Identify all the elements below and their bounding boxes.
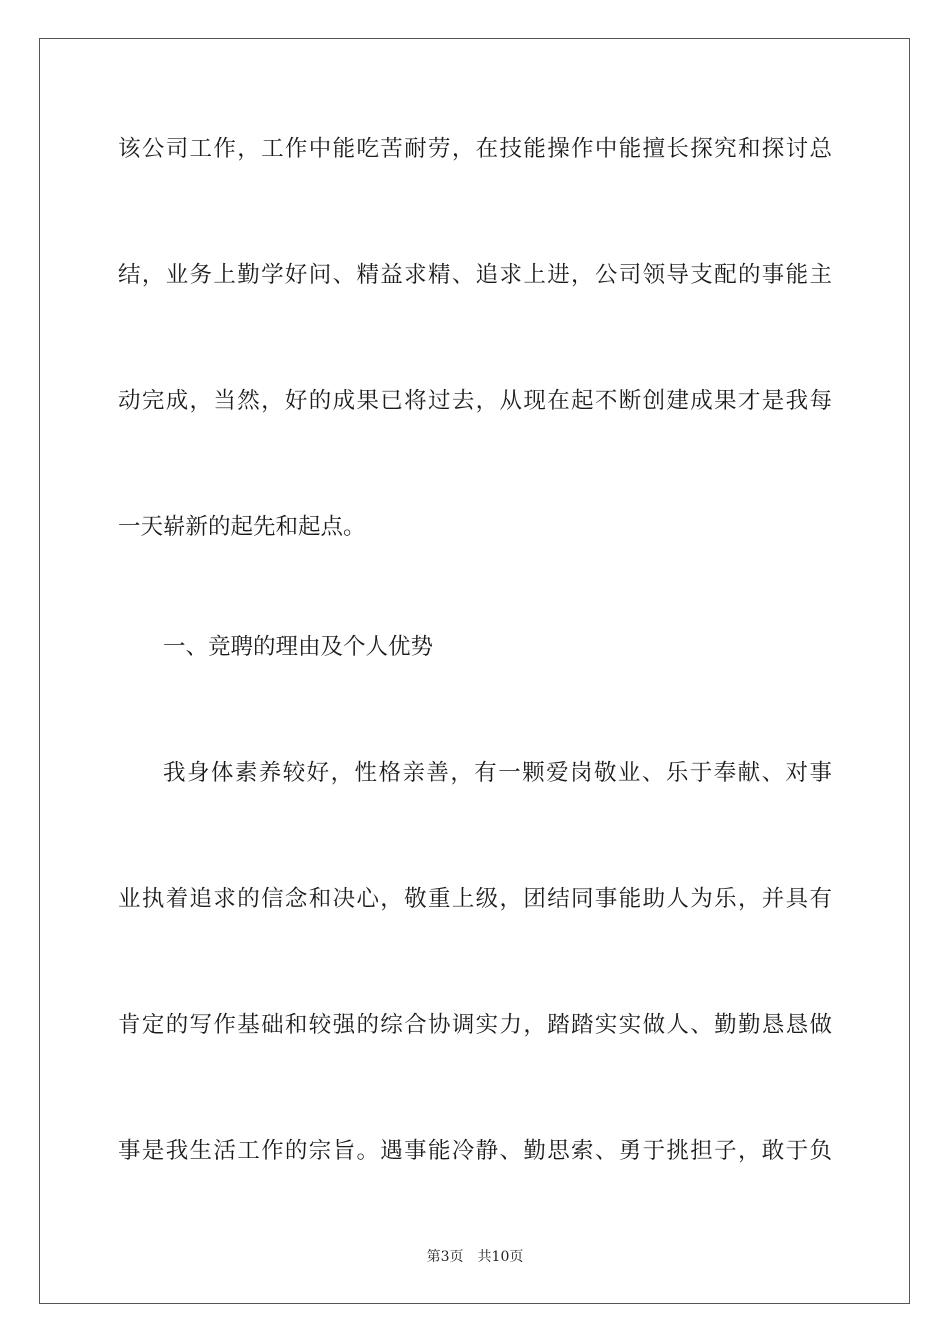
page-border [39, 38, 910, 1304]
body-text-line: 动完成，当然，好的成果已将过去，从现在起不断创建成果才是我每 [118, 388, 832, 414]
body-text-line: 一天崭新的起先和起点。 [118, 514, 366, 540]
body-text-line: 我身体素养较好，性格亲善，有一颗爱岗敬业、乐于奉献、对事 [163, 760, 832, 786]
body-text-line: 业执着追求的信念和决心，敬重上级，团结同事能助人为乐，并具有 [118, 886, 832, 912]
body-text-line: 事是我生活工作的宗旨。遇事能冷静、勤思索、勇于挑担子，敢于负 [118, 1138, 832, 1164]
body-text-line: 肯定的写作基础和较强的综合协调实力，踏踏实实做人、勤勤恳恳做 [118, 1012, 832, 1038]
page-footer [0, 1247, 950, 1267]
page-total: 共10页 [477, 1249, 524, 1265]
section-heading: 一、竞聘的理由及个人优势 [163, 634, 434, 660]
body-text-line: 结，业务上勤学好问、精益求精、追求上进，公司领导支配的事能主 [118, 262, 832, 288]
body-text-line: 该公司工作，工作中能吃苦耐劳，在技能操作中能擅长探究和探讨总 [118, 136, 832, 162]
page-number: 第3页 [426, 1249, 464, 1265]
